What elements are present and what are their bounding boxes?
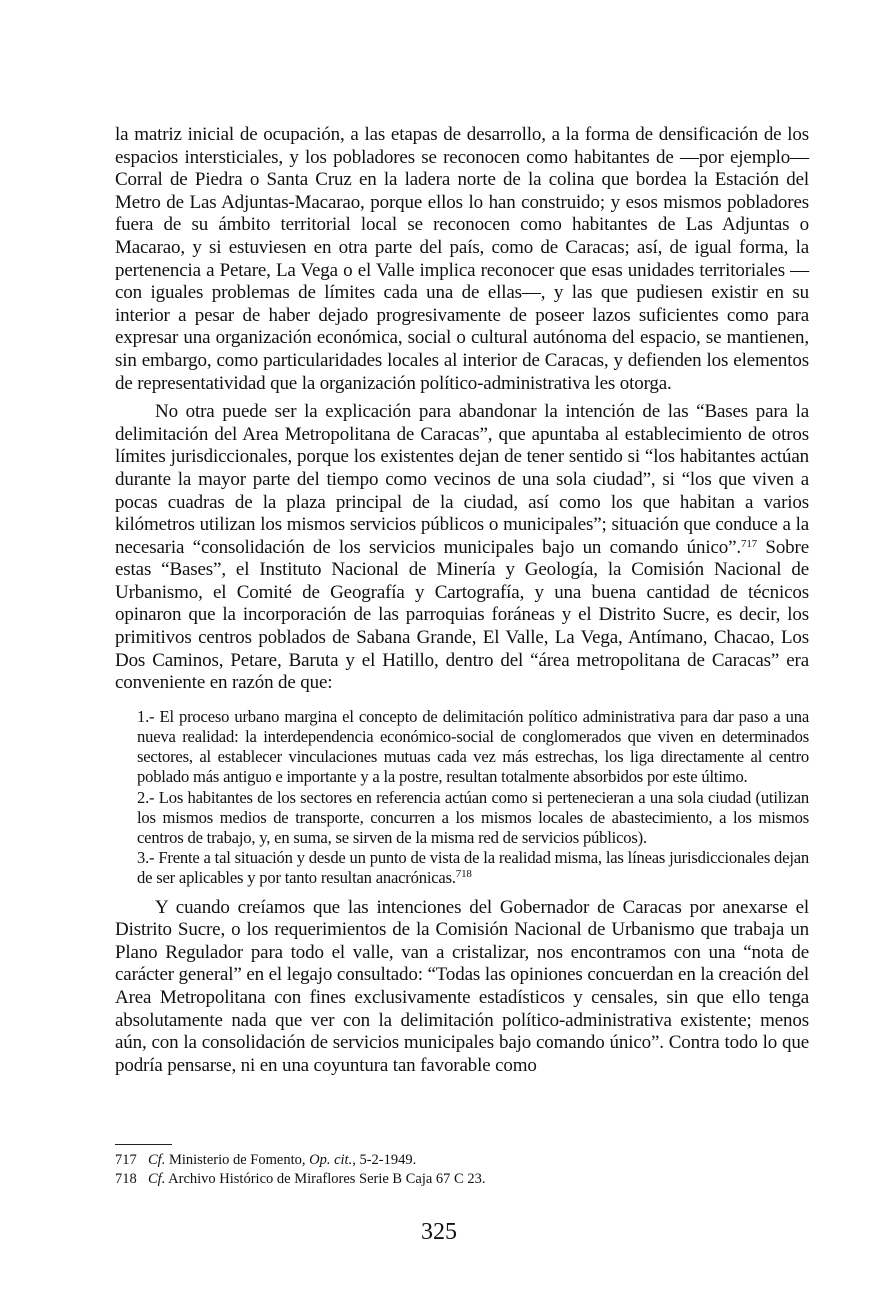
footnotes xyxy=(115,1151,809,1189)
footnote-text-a: Ministerio de Fomento, xyxy=(165,1152,310,1168)
footnote-ref-717[interactable]: 717 xyxy=(740,537,758,550)
paragraph-2-text-b: Sobre estas “Bases”, el Instituto Nacional de Minería y Geología, la Comisión Nacional de Urbanismo, el Comité de Geografía y Cartografía, y una buena cantidad de técnicos opinaron que la incorporación de las parroquias foráneas y el Distrito Sucre, es decir, los primitivos centros poblados de Sabana Grande, El Valle, La Vega, Antímano, Chacao, Los Dos Caminos, Petare, Baruta y el Hatillo, dentro del “área metropolitana de Caracas” era conveniente en razón de que: xyxy=(115,536,809,694)
page-number: 325 xyxy=(421,1219,457,1245)
footnote-717 xyxy=(115,1151,809,1170)
paragraph-2-text-a: No otra puede ser la explicación para abandonar la intención de las “Bases para la delimitación del Area Metropolitana de Caracas”, que apuntaba al establecimiento de otros límites jurisdiccionales, porque los existentes dejan de tener sentido si “los habitantes actúan durante la mayor parte del tiempo como vecinos de una sola ciudad”, si “los que viven a pocas cuadras de la plaza principal de la ciudad, así como los que habitan a varios kilómetros utilizan los mismos servicios públicos o municipales”; situación que conduce a la necesaria “consolidación de los servicios municipales bajo un comando único”. xyxy=(115,401,809,558)
cf-abbrev: Cf. xyxy=(148,1171,166,1187)
footnote-text xyxy=(148,1151,416,1170)
block-quote xyxy=(137,707,809,889)
footnote-ref-718[interactable]: 718 xyxy=(455,868,472,881)
op-cit: Op. cit. xyxy=(309,1152,353,1168)
page-body xyxy=(115,124,809,1077)
quote-item-1: 1.- El proceso urbano margina el concepto de delimitación político administrativa para dar paso a una nueva realidad: la interdependencia económico-social de conglomerados que viven en determinados sectores, al establecer vinculaciones mutuas cada vez más estrechas, los liga directamente al centro poblado más antiguo e importante y a la postre, resultan totalmente absorbidos por este último. xyxy=(137,706,809,787)
quote-item-2: 2.- Los habitantes de los sectores en referencia actúan como si pertenecieran a una sola ciudad (utilizan los mismos medios de transporte, concurren a los mismos locales de abastecimiento, a los mismos centros de trabajo, y, en suma, se sirven de la misma red de servicios públicos). xyxy=(137,787,809,848)
paragraph-2 xyxy=(115,401,809,695)
footnote-number: 717 xyxy=(115,1152,137,1168)
footnote-number: 718 xyxy=(115,1171,137,1187)
footnote-divider xyxy=(115,1144,172,1145)
footnote-text-b: , 5-2-1949. xyxy=(352,1152,417,1168)
footnote-718 xyxy=(115,1170,809,1189)
paragraph-3: Y cuando creíamos que las intenciones del Gobernador de Caracas por anexarse el Distrito Sucre, o los requerimientos de la Comisión Nacional de Urbanismo que trabaja un Plano Regulador para todo el valle, van a cristalizar, nos encontramos con una “nota de carácter general” en el legajo consultado: “Todas las opiniones concuerdan en la creación del Area Metropolitana con fines exclusivamente estadísticos y censales, sin que ello tenga absolutamente nada que ver con la delimitación político-administrativa existente; menos aún, con la consolidación de servicios municipales bajo comando único”. Contra todo lo que podría pensarse, ni en una coyuntura tan favorable como xyxy=(115,896,809,1076)
footnote-text xyxy=(148,1170,485,1189)
quote-item-3 xyxy=(137,848,809,888)
paragraph-1: la matriz inicial de ocupación, a las etapas de desarrollo, a la forma de densificación de los espacios intersticiales, y los pobladores se reconocen como habitantes de —por ejemplo— Corral de Piedra o Santa Cruz en la ladera norte de la colina que bordea la Estación del Metro de Las Adjuntas-Macarao, porque ellos lo han construido; y esos mismos pobladores fuera de su ámbito territorial local se reconocen como habitantes de Las Adjuntas o Macarao, y si estuviesen en otra parte del país, como de Caracas; así, de igual forma, la pertenencia a Petare, La Vega o el Valle implica reconocer que esas unidades territoriales —con iguales problemas de límites cada una de ellas—, y las que pudiesen existir en su interior a pesar de haber dejado progresivamente de poseer lazos suficientes como para expresar una organización económica, social o cultural autónoma del espacio, se mantienen, sin embargo, como particularidades locales al interior de Caracas, y defienden los elementos de representatividad que la organización político-administrativa les otorga. xyxy=(115,124,809,394)
quote-item-3-text: 3.- Frente a tal situación y desde un punto de vista de la realidad misma, las líneas jurisdiccionales dejan de ser aplicables y por tanto resultan anacrónicas. xyxy=(137,848,809,888)
cf-abbrev: Cf. xyxy=(148,1152,166,1168)
footnote-text-a: Archivo Histórico de Miraflores Serie B Caja 67 C 23. xyxy=(165,1171,486,1187)
